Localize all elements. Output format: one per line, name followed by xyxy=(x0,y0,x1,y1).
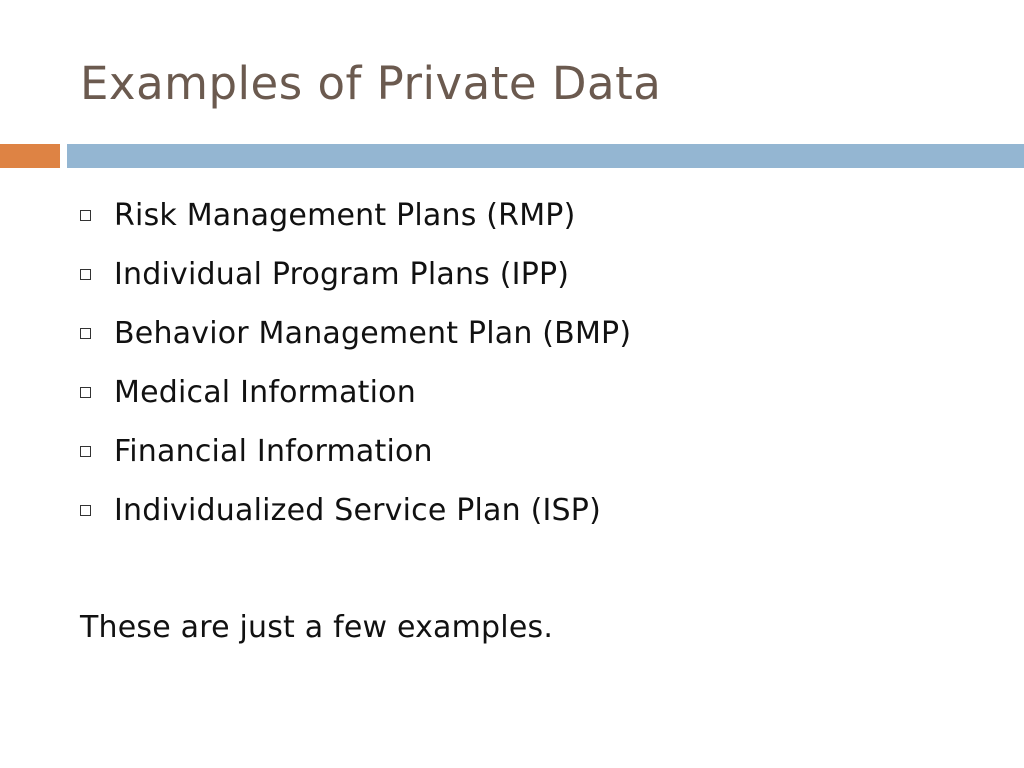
list-item xyxy=(80,422,631,481)
square-bullet-icon xyxy=(80,387,91,398)
accent-bar-orange xyxy=(0,144,60,168)
square-bullet-icon xyxy=(80,210,91,221)
bullet-label: Behavior Management Plan (BMP) xyxy=(114,315,632,351)
square-bullet-icon xyxy=(80,505,91,516)
bullet-label: Medical Information xyxy=(114,374,416,410)
accent-bar-blue xyxy=(67,144,1024,168)
list-item xyxy=(80,304,631,363)
square-bullet-icon xyxy=(80,446,91,457)
list-item xyxy=(80,186,631,245)
list-item xyxy=(80,245,631,304)
list-item xyxy=(80,481,631,540)
bullet-label: Individual Program Plans (IPP) xyxy=(114,256,570,292)
bullet-list xyxy=(80,186,631,540)
bullet-label: Financial Information xyxy=(114,433,433,469)
bullet-label: Individualized Service Plan (ISP) xyxy=(114,492,601,528)
square-bullet-icon xyxy=(80,269,91,280)
square-bullet-icon xyxy=(80,328,91,339)
closing-text: These are just a few examples. xyxy=(80,610,554,645)
slide-title: Examples of Private Data xyxy=(80,57,662,110)
list-item xyxy=(80,363,631,422)
bullet-label: Risk Management Plans (RMP) xyxy=(114,197,576,233)
